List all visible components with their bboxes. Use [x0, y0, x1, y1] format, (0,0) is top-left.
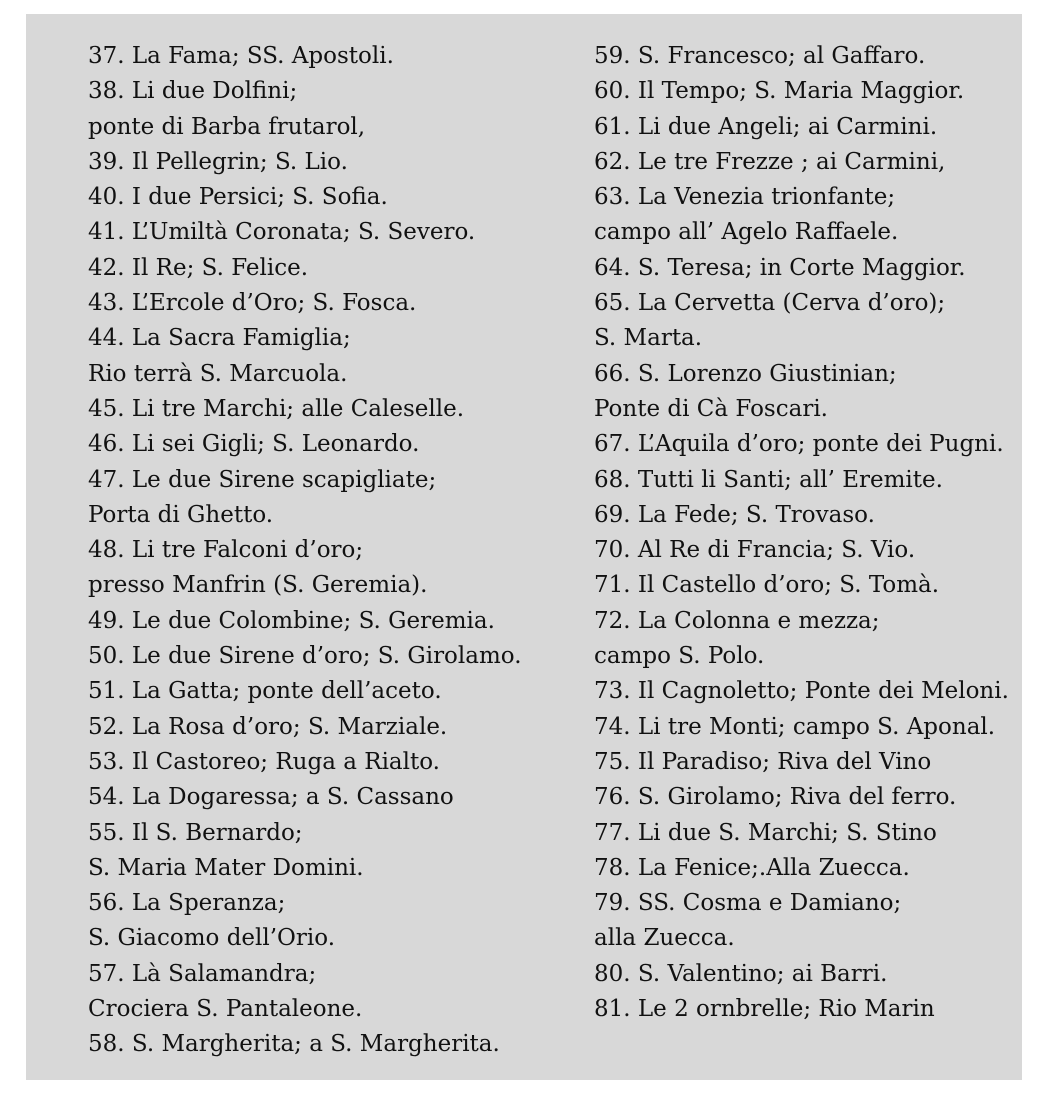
list-line: 63. La Venezia trionfante; — [594, 184, 896, 211]
list-line: 62. Le tre Frezze ; ai Carmini, — [594, 148, 946, 175]
list-line: Porta di Ghetto. — [88, 501, 274, 528]
list-line: 77. Li due S. Marchi; S. Stino — [594, 819, 937, 846]
list-line: 50. Le due Sirene d’oro; S. Girolamo. — [88, 643, 522, 670]
list-line: 68. Tutti li Santi; all’ Eremite. — [594, 466, 943, 493]
list-line: alla Zuecca. — [594, 925, 735, 952]
list-line: 66. S. Lorenzo Giustinian; — [594, 360, 897, 387]
list-line: 60. Il Tempo; S. Maria Maggior. — [594, 78, 965, 105]
list-line: 39. Il Pellegrin; S. Lio. — [88, 148, 348, 175]
right-column — [594, 39, 1009, 1027]
list-line: 44. La Sacra Famiglia; — [88, 325, 351, 352]
list-line: presso Manfrin (S. Geremia). — [88, 572, 428, 599]
list-line: 55. Il S. Bernardo; — [88, 819, 303, 846]
list-line: 41. L’Umiltà Coronata; S. Severo. — [88, 219, 476, 246]
list-line: 38. Li due Dolfini; — [88, 78, 298, 105]
list-line: 72. La Colonna e mezza; — [594, 607, 880, 634]
list-line: 37. La Fama; SS. Apostoli. — [88, 43, 394, 69]
list-line: 65. La Cervetta (Cerva d’oro); — [594, 290, 946, 317]
list-line: 43. L’Ercole d’Oro; S. Fosca. — [88, 290, 417, 317]
list-line: S. Maria Mater Domini. — [88, 854, 364, 881]
list-line: 71. Il Castello d’oro; S. Tomà. — [594, 572, 940, 599]
list-line: 58. S. Margherita; a S. Margherita. — [88, 1031, 500, 1058]
list-line: campo all’ Agelo Raffaele. — [594, 219, 899, 246]
list-line: 61. Li due Angeli; ai Carmini. — [594, 113, 938, 140]
list-line: Rio terrà S. Marcuola. — [88, 360, 348, 387]
list-line: 48. Li tre Falconi d’oro; — [88, 537, 364, 564]
list-line: 45. Li tre Marchi; alle Caleselle. — [88, 395, 465, 422]
list-line: Crociera S. Pantaleone. — [88, 996, 363, 1023]
list-line: S. Giacomo dell’Orio. — [88, 925, 336, 952]
list-line: 75. Il Paradiso; Riva del Vino — [594, 748, 932, 775]
text-panel — [26, 14, 1022, 1080]
list-line: campo S. Polo. — [594, 643, 765, 670]
list-line: 64. S. Teresa; in Corte Maggior. — [594, 254, 966, 281]
list-line: 53. Il Castoreo; Ruga a Rialto. — [88, 748, 440, 775]
list-line: 70. Al Re di Francia; S. Vio. — [594, 537, 916, 564]
list-line: Ponte di Cà Foscari. — [594, 395, 828, 422]
list-line: 51. La Gatta; ponte dell’aceto. — [88, 678, 442, 705]
list-line: 73. Il Cagnoletto; Ponte dei Meloni. — [594, 678, 1009, 705]
list-line: 56. La Speranza; — [88, 890, 286, 917]
list-line: 74. Li tre Monti; campo S. Aponal. — [594, 713, 996, 740]
list-line: 59. S. Francesco; al Gaffaro. — [594, 43, 926, 69]
list-line: 40. I due Persici; S. Sofia. — [88, 184, 388, 211]
list-line: 47. Le due Sirene scapigliate; — [88, 466, 437, 493]
list-line: 42. Il Re; S. Felice. — [88, 254, 309, 281]
list-line: 57. Là Salamandra; — [88, 960, 317, 987]
list-line: 46. Li sei Gigli; S. Leonardo. — [88, 431, 420, 458]
list-line: 76. S. Girolamo; Riva del ferro. — [594, 784, 957, 811]
list-line: 81. Le 2 ornbrelle; Rio Marin — [594, 996, 935, 1023]
left-column — [88, 39, 522, 1063]
list-line: 69. La Fede; S. Trovaso. — [594, 501, 875, 528]
list-line: 49. Le due Colombine; S. Geremia. — [88, 607, 495, 634]
list-line: 67. L’Aquila d’oro; ponte dei Pugni. — [594, 431, 1004, 458]
list-line: S. Marta. — [594, 325, 703, 352]
list-line: 78. La Fenice;.Alla Zuecca. — [594, 854, 910, 881]
list-line: 80. S. Valentino; ai Barri. — [594, 960, 888, 987]
list-line: 54. La Dogaressa; a S. Cassano — [88, 784, 454, 811]
list-line: ponte di Barba frutarol, — [88, 113, 366, 140]
list-line: 79. SS. Cosma e Damiano; — [594, 890, 902, 917]
list-line: 52. La Rosa d’oro; S. Marziale. — [88, 713, 448, 740]
